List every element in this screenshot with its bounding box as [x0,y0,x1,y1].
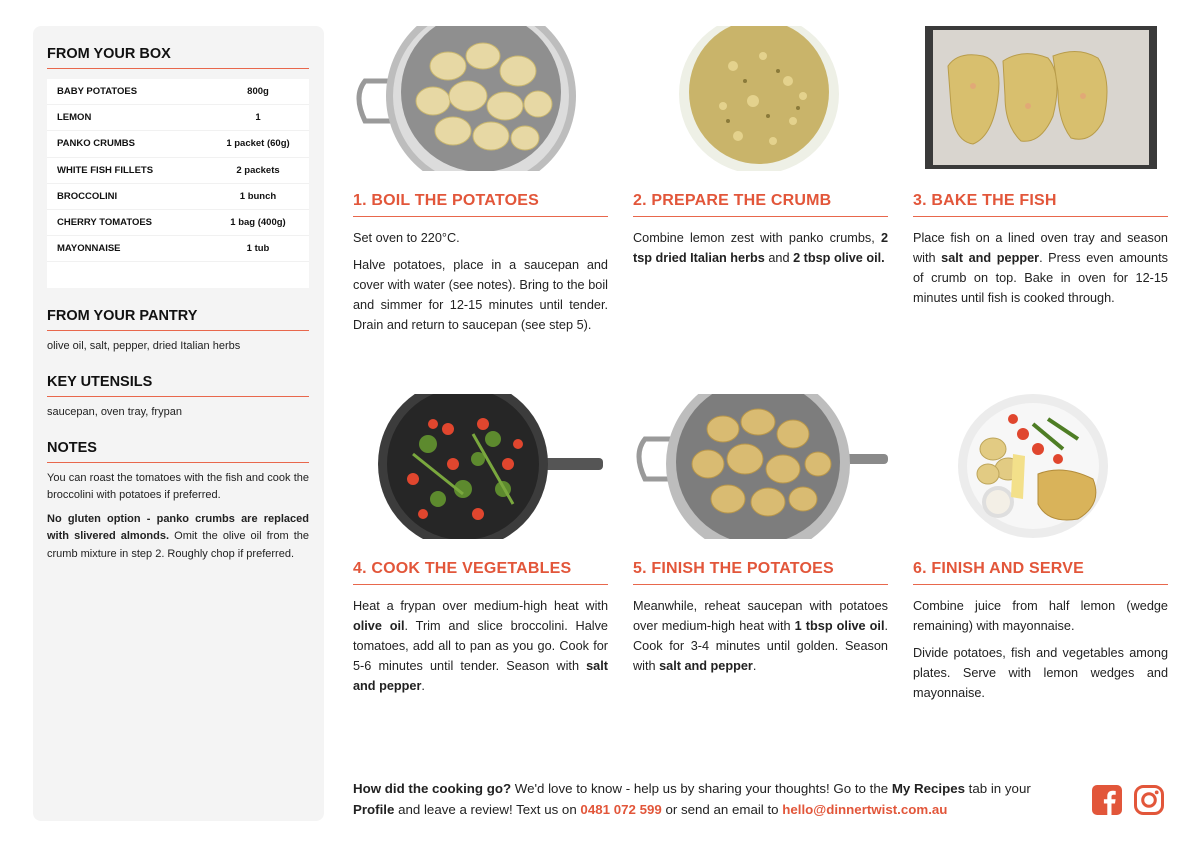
step-1-title: 1. BOIL THE POTATOES [353,192,608,217]
step-5-title: 5. FINISH THE POTATOES [633,560,888,585]
ingredient-table [47,79,309,288]
step-4-text-c: . [421,679,425,693]
step-4-bold-a: olive oil [353,619,405,633]
step-2 [633,26,888,275]
step-1-text-2: Halve potatoes, place in a saucepan and cover with water (see notes). Bring to the boil and simmer for 12-15 minutes until tender. Drain and return to saucepan (see step 5). [353,258,608,332]
table-row [47,105,309,131]
table-row-empty [47,262,309,288]
box-heading: FROM YOUR BOX [47,46,309,69]
step-3-text-b: . Press even amounts of crumb on top. Bake in oven for 12-15 minutes until fish is cooked through. [913,251,1168,305]
step-1-text-1: Set oven to 220°C. [353,231,460,245]
footer-text-c: and leave a review! Text us on [394,802,581,817]
step-5 [633,394,888,683]
note-1: You can roast the tomatoes with the fish and cook the broccolini with potatoes if preferred. [47,471,309,502]
table-row [47,79,309,105]
utensils-text: saucepan, oven tray, frypan [47,405,182,418]
step-2-bold-b: 2 tbsp olive oil. [793,251,885,265]
ingredient-qty: 2 packets [236,164,280,176]
table-row [47,210,309,236]
step-2-text [633,228,888,268]
notes-section [47,440,309,564]
step-3-photo [913,26,1168,171]
step-1 [353,26,608,342]
step-6-photo [913,394,1168,539]
footer-phone-link[interactable]: 0481 072 599 [580,802,662,817]
ingredient-name: WHITE FISH FILLETS [57,164,154,176]
pantry-section [47,308,309,356]
table-row [47,184,309,210]
ingredient-name: LEMON [57,112,92,124]
facebook-icon[interactable] [1091,784,1123,821]
table-row [47,236,309,262]
footer-question: How did the cooking go? [353,781,512,796]
step-4-bold-b: salt and pepper [353,659,608,693]
step-2-text-b: and [764,251,794,265]
step-3-bold-a: salt and pepper [941,251,1040,265]
ingredients-sidebar [33,26,324,821]
step-4-text-b: . Trim and slice broccolini. Halve tomatoes, add all to pan as you go. Cook for 5-6 minutes until tender. Season with [353,619,608,673]
footer-text-a: We'd love to know - help us by sharing your thoughts! Go to the [511,781,892,796]
footer-email-link[interactable]: hello@dinnertwist.com.au [782,802,948,817]
table-row [47,131,309,157]
note-2 [47,511,309,564]
step-5-bold-a: 1 tbsp olive oil [794,619,885,633]
step-5-photo [633,394,888,539]
ingredient-name: BROCCOLINI [57,190,118,202]
pantry-heading: FROM YOUR PANTRY [47,308,309,331]
step-2-title: 2. PREPARE THE CRUMB [633,192,888,217]
step-5-text-c: . [752,659,757,673]
step-3 [913,26,1168,315]
notes-heading: NOTES [47,440,309,463]
table-row [47,158,309,184]
footer-text-b: tab in your [964,781,1031,796]
step-1-photo [353,26,608,171]
utensils-section [47,374,309,422]
ingredient-qty: 1 [255,112,261,124]
step-6-title: 6. FINISH AND SERVE [913,560,1168,585]
instagram-icon[interactable] [1133,784,1165,821]
step-5-text [633,596,888,676]
step-4-text [353,596,608,696]
step-4-photo [353,394,608,539]
step-4-text-a: Heat a frypan over medium-high heat with [353,599,608,613]
step-3-title: 3. BAKE THE FISH [913,192,1168,217]
feedback-footer [353,778,1073,820]
ingredient-name: CHERRY TOMATOES [57,217,153,229]
footer-profile: Profile [353,802,395,817]
note-2-text: Omit the olive oil from the crumb mixture in step 2. Roughly chop if preferred. [47,530,309,560]
step-2-text-a: Combine lemon zest with panko crumbs, [633,231,881,245]
ingredient-name: MAYONNAISE [57,243,121,255]
step-6 [913,394,1168,710]
ingredient-qty: 1 bunch [239,190,277,202]
step-4 [353,394,608,703]
ingredient-name: PANKO CRUMBS [57,138,135,150]
ingredient-name: BABY POTATOES [57,86,138,98]
ingredient-qty: 800g [247,86,269,98]
ingredient-qty: 1 bag (400g) [230,217,286,229]
step-3-text-a: Place fish on a lined oven tray and season with [913,231,1168,265]
footer-my-recipes: My Recipes [891,781,965,796]
step-5-text-b: . Cook for 3-4 minutes until golden. Season with [633,619,889,673]
step-2-bold-a: 2 tsp dried Italian herbs [633,231,888,265]
ingredient-qty: 1 tub [246,243,270,255]
step-2-photo [633,26,888,171]
pantry-text: olive oil, salt, pepper, dried Italian herbs [47,340,241,353]
ingredient-qty: 1 packet (60g) [226,138,290,150]
step-6-text-2: Divide potatoes, fish and vegetables among plates. Serve with lemon wedges and mayonnaise. [913,646,1168,700]
step-3-text [913,228,1168,308]
utensils-heading: KEY UTENSILS [47,374,309,397]
step-6-text-1: Combine juice from half lemon (wedge remaining) with mayonnaise. [913,599,1168,633]
step-5-bold-b: salt and pepper [659,659,753,673]
footer-text-d: or send an email to [661,802,783,817]
step-4-title: 4. COOK THE VEGETABLES [353,560,608,585]
step-5-text-a: Meanwhile, reheat saucepan with potatoes over medium-high heat with [633,599,888,633]
note-2-bold: No gluten option - panko crumbs are replaced with slivered almonds. [47,512,309,543]
